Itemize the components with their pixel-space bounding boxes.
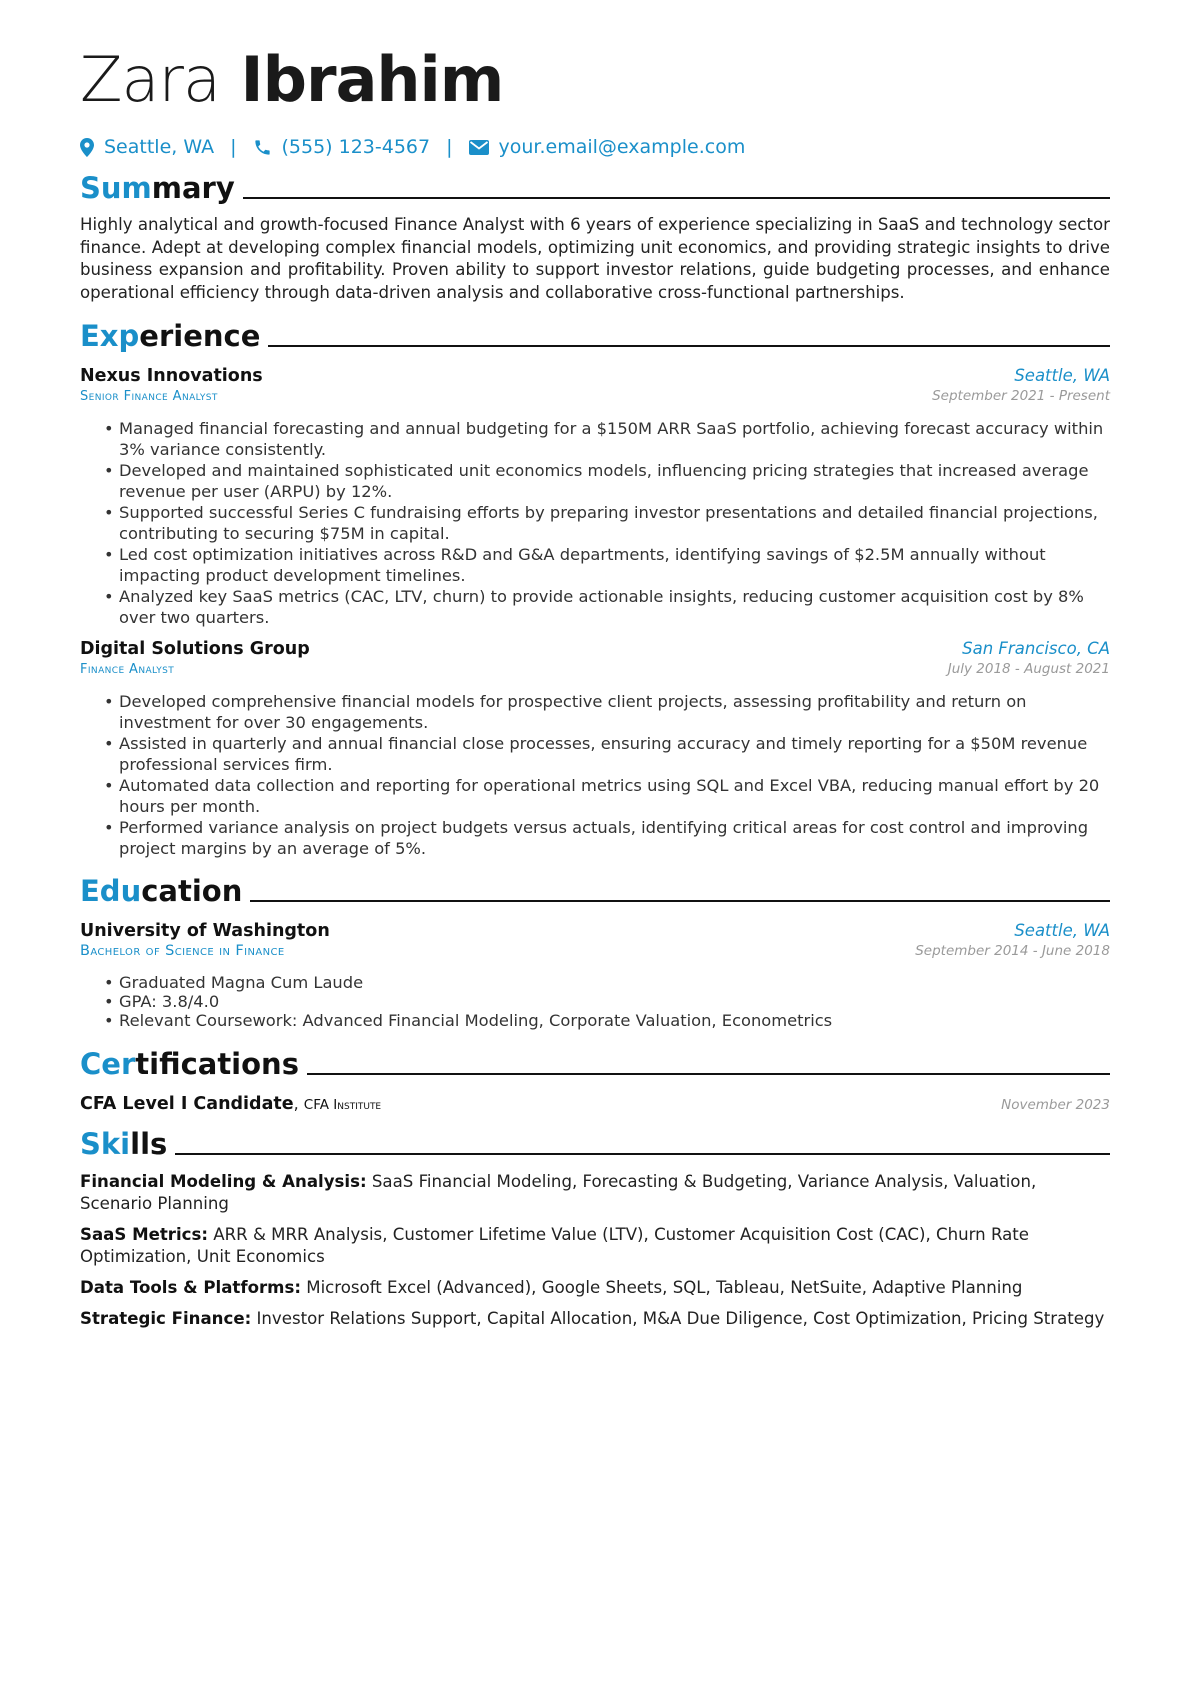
- certification-name: CFA Level I Candidate: [80, 1094, 294, 1114]
- list-item: • Performed variance analysis on project budgets versus actuals, identifying critical areas for cost control and improving project margins by an average of 5%.: [104, 817, 1110, 859]
- certification-entry: [80, 1094, 1110, 1114]
- list-item: • Developed comprehensive financial models for prospective client projects, assessing profitability and return on investment for over 30 engagements.: [104, 691, 1110, 733]
- education-bullets: [80, 973, 1110, 1030]
- list-item: • Analyzed key SaaS metrics (CAC, LTV, churn) to provide actionable insights, reducing customer acquisition cost by 8% over two quarters.: [104, 586, 1110, 628]
- skill-items: Investor Relations Support, Capital Allocation, M&A Due Diligence, Cost Optimization, Pricing Strategy: [256, 1309, 1105, 1328]
- list-item: • Managed financial forecasting and annual budgeting for a $150M ARR SaaS portfolio, achieving forecast accuracy within 3% variance consistently.: [104, 418, 1110, 460]
- company-name: Digital Solutions Group: [80, 639, 310, 659]
- email-link[interactable]: your.email@example.com: [498, 136, 746, 158]
- list-item: • Developed and maintained sophisticated unit economics models, influencing pricing strategies that increased average revenue per user (ARPU) by 12%.: [104, 460, 1110, 502]
- phone-text: (555) 123-4567: [281, 136, 431, 158]
- experience-heading: [80, 318, 1110, 354]
- section-title: Education: [80, 874, 243, 908]
- skill-group: [80, 1277, 1110, 1299]
- job-location: Seattle, WA: [1014, 366, 1110, 385]
- section-rule: [175, 1153, 1110, 1155]
- phone-icon: [253, 138, 272, 157]
- skill-group: [80, 1224, 1110, 1268]
- skill-category: Data Tools & Platforms:: [80, 1278, 301, 1297]
- section-rule: [307, 1073, 1110, 1075]
- certification-separator: ,: [293, 1094, 304, 1113]
- skill-category: Strategic Finance:: [80, 1309, 252, 1328]
- job-dates: September 2021 - Present: [932, 388, 1110, 404]
- section-title: Skills: [80, 1127, 168, 1161]
- list-item: • Automated data collection and reporting for operational metrics using SQL and Excel VBA, reducing manual effort by 20 hours per month.: [104, 775, 1110, 817]
- job-title: Senior Finance Analyst: [80, 389, 218, 404]
- skill-group: [80, 1171, 1110, 1215]
- map-pin-icon: [80, 138, 94, 157]
- certification-date: November 2023: [1001, 1097, 1110, 1113]
- first-name: Zara: [80, 43, 220, 116]
- contact-bar: [80, 136, 1110, 158]
- list-item: • Led cost optimization initiatives across R&D and G&A departments, identifying savings of $2.5M annually without impacting product development timelines.: [104, 544, 1110, 586]
- envelope-icon: [469, 140, 489, 155]
- education-entry: [80, 921, 1110, 1030]
- education-dates: September 2014 - June 2018: [915, 943, 1110, 959]
- contact-location: [80, 136, 214, 158]
- contact-separator: |: [230, 136, 237, 158]
- list-item: • Supported successful Series C fundraising efforts by preparing investor presentations and detailed financial projections, contributing to securing $75M in capital.: [104, 502, 1110, 544]
- experience-entry: [80, 366, 1110, 628]
- skill-items: ARR & MRR Analysis, Customer Lifetime Value (LTV), Customer Acquisition Cost (CAC), Churn Rate Optimization, Unit Economics: [80, 1225, 1030, 1266]
- list-item: • GPA: 3.8/4.0: [104, 992, 1110, 1011]
- school-name: University of Washington: [80, 921, 330, 941]
- skill-group: [80, 1308, 1110, 1330]
- list-item: • Assisted in quarterly and annual financial close processes, ensuring accuracy and timely reporting for a $50M revenue professional services firm.: [104, 733, 1110, 775]
- job-dates: July 2018 - August 2021: [947, 661, 1110, 677]
- section-title: Experience: [80, 319, 261, 353]
- job-title: Finance Analyst: [80, 662, 175, 677]
- location-text: Seattle, WA: [104, 136, 215, 158]
- skill-items: SaaS Financial Modeling, Forecasting & Budgeting, Variance Analysis, Valuation, Scenario Planning: [80, 1172, 1037, 1213]
- list-item: • Relevant Coursework: Advanced Financial Modeling, Corporate Valuation, Econometrics: [104, 1011, 1110, 1030]
- job-bullets: [80, 691, 1110, 859]
- job-location: San Francisco, CA: [962, 639, 1110, 658]
- skill-items: Microsoft Excel (Advanced), Google Sheets, SQL, Tableau, NetSuite, Adaptive Planning: [306, 1278, 1023, 1297]
- contact-email[interactable]: [469, 136, 746, 158]
- certification-institution: CFA Institute: [303, 1097, 382, 1113]
- summary-heading: [80, 170, 1110, 206]
- section-title: Summary: [80, 171, 235, 205]
- summary-text: Highly analytical and growth-focused Finance Analyst with 6 years of experience specializing in SaaS and technology sector finance. Adept at developing complex financial models, optimizing unit economics, and providing strategic insights to drive business expansion and profitability. Proven ability to support investor relations, guide budgeting processes, and enhance operational efficiency through data-driven analysis and collaborative cross-functional partnerships.: [80, 215, 1110, 302]
- section-rule: [243, 197, 1110, 199]
- skills-heading: [80, 1126, 1110, 1162]
- last-name: Ibrahim: [240, 43, 504, 116]
- school-location: Seattle, WA: [1014, 921, 1110, 940]
- job-bullets: [80, 418, 1110, 628]
- candidate-name: [80, 44, 1110, 116]
- section-title: Certifications: [80, 1047, 299, 1081]
- education-heading: [80, 873, 1110, 909]
- contact-phone[interactable]: [253, 136, 431, 158]
- experience-entry: [80, 639, 1110, 859]
- company-name: Nexus Innovations: [80, 366, 263, 386]
- certifications-heading: [80, 1046, 1110, 1082]
- section-rule: [268, 345, 1110, 347]
- contact-separator: |: [446, 136, 453, 158]
- skill-category: SaaS Metrics:: [80, 1225, 208, 1244]
- list-item: • Graduated Magna Cum Laude: [104, 973, 1110, 992]
- degree: Bachelor of Science in Finance: [80, 943, 285, 959]
- section-rule: [250, 900, 1110, 902]
- skill-category: Financial Modeling & Analysis:: [80, 1172, 367, 1191]
